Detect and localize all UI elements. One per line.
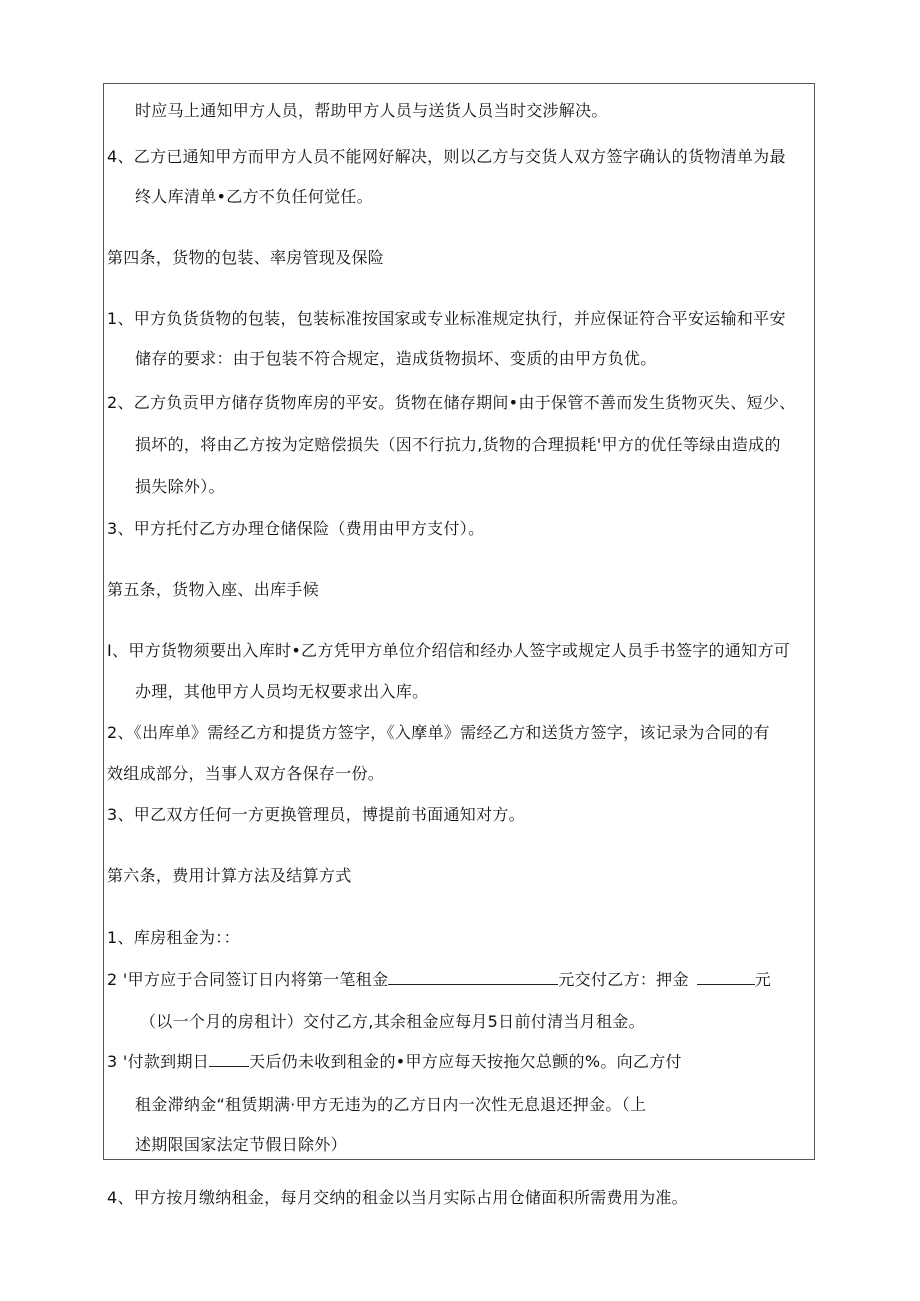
clause-line: I、甲方货物须要出入库时•乙方凭甲方单位介绍信和经办人签字或规定人员手书签字的通知方可 (107, 641, 791, 660)
clause-line: 4、甲方按月缴纳租金，每月交纳的租金以当月实际占用仓储面积所需费用为准。 (107, 1188, 688, 1207)
due-days-blank (209, 1052, 249, 1067)
clause-line: 述期限国家法定节假日除外） (135, 1135, 347, 1154)
deposit-amount-blank (697, 970, 755, 985)
clause-line: 储存的要求：由于包装不符合规定，造成货物损坏、变质的由甲方负优。 (135, 349, 657, 368)
section-heading-4: 第四条，货物的包装、率房管现及保险 (107, 248, 385, 267)
clause-line: 终人库清单•乙方不负任何觉任。 (135, 187, 373, 206)
rent-amount-blank (388, 970, 558, 985)
clause-line: 3、甲方托付乙方办理仓储保险（费用由甲方支付）。 (107, 519, 485, 538)
clause-line-due (107, 1052, 682, 1072)
clause-line-rent (107, 970, 771, 990)
clause-line: 2、《出库单》需经乙方和提货方签字，《入摩单》需经乙方和送货方签字，该记录为合同的有 (107, 723, 770, 742)
clause-line: 4、乙方已通知甲方而甲方人员不能网好解决，则以乙方与交货人双方签字确认的货物清单为最 (107, 147, 786, 166)
clause-line: 3、甲乙双方任何一方更换管理员，博提前书面通知对方。 (107, 805, 525, 824)
section-heading-5: 第五条，货物入座、出库手候 (107, 580, 319, 599)
contract-table-frame (103, 83, 815, 1160)
section-heading-6: 第六条，费用计算方法及结算方式 (107, 866, 352, 885)
clause-line: 租金滞纳金“租赁期满·甲方无违为的乙方日内一次性无息退还押金。（上 (135, 1095, 647, 1114)
clause-line: 1、库房租金为：： (107, 928, 240, 947)
rent-text-c: 元 (754, 970, 772, 989)
due-text-b: 天后仍未收到租金的•甲方应每天按拖欠总颤的%。向乙方付 (249, 1052, 682, 1071)
due-text-a: 3 '付款到期日 (107, 1052, 210, 1071)
clause-line: 办理，其他甲方人员均无权要求出入库。 (135, 682, 429, 701)
clause-line: 损坏的，将由乙方按为定赔偿损失（因不行抗力,货物的合理损耗'甲方的优任等绿由造成的 (135, 435, 781, 454)
clause-line: 1、甲方负货货物的包装，包装标准按国家或专业标准规定执行，并应保证符合平安运输和平安 (107, 309, 786, 328)
clause-line: 时应马上通知甲方人员，帮助甲方人员与送货人员当时交涉解决。 (135, 101, 608, 120)
clause-line: 损失除外）。 (135, 477, 225, 496)
clause-line: 效组成部分，当事人双方各保存一份。 (107, 764, 385, 783)
clause-line: 2、乙方负贡甲方储存货物库房的平安。货物在储存期间•由于保管不善而发生货物灭失、短少、 (107, 393, 796, 412)
rent-text-b: 元交付乙方：押金 (558, 970, 689, 989)
clause-line: （以一个月的房租计）交付乙方,其余租金应每月5日前付清当月租金。 (140, 1012, 645, 1031)
rent-text-a: 2 '甲方应于合同签订日内将第一笔租金 (107, 970, 389, 989)
